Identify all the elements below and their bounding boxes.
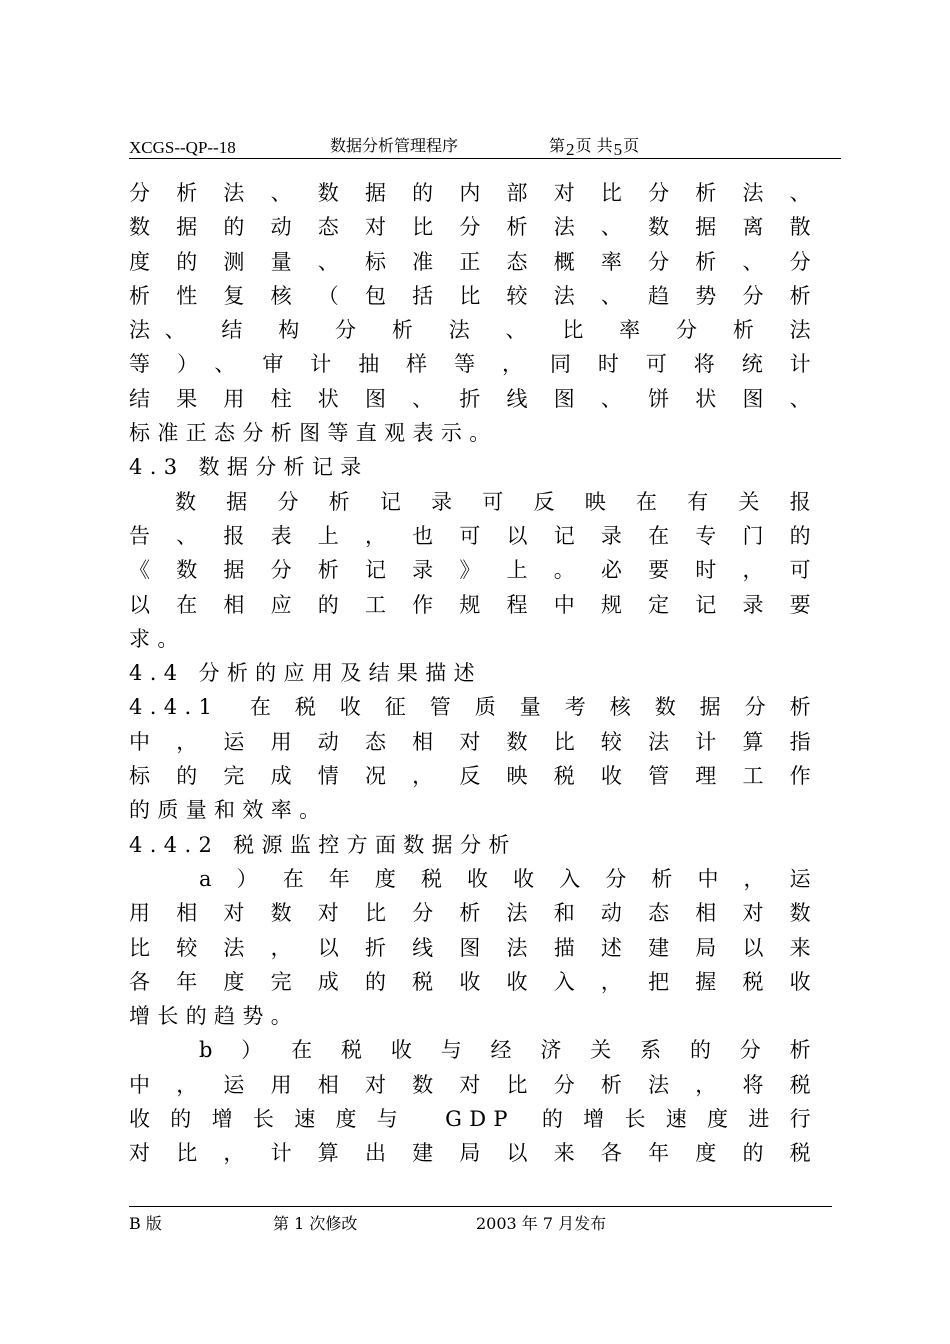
subsection-heading: 4.4.1 在税收征管质量考核数据分析 [129, 695, 818, 720]
text-line: 比较法，以折线图法描述建局以来 [129, 935, 818, 960]
text-line: 数据分析记录可反映在有关报 [175, 489, 818, 514]
text-line: 结果用柱状图、折线图、饼状图、 [129, 386, 818, 411]
text-line: 标的完成情况，反映税收管理工作 [129, 764, 818, 789]
document-code: XCGS--QP--18 [129, 138, 236, 157]
list-item: a）在年度税收收入分析中，运 [199, 866, 818, 891]
text-line: 度的测量、标准正态概率分析、分 [129, 249, 818, 274]
section-heading: 4.4 分析的应用及结果描述 [129, 661, 482, 686]
section-heading: 4.3 数据分析记录 [129, 455, 369, 480]
text-line: 对比，计算出建局以来各年度的税 [129, 1141, 818, 1166]
page-total: 5 [613, 140, 623, 159]
text-line: 标准正态分析图等直观表示。 [129, 421, 498, 446]
text-line: 数据的动态对比分析法、数据离散 [129, 215, 818, 240]
page-suffix: 页 [623, 136, 640, 155]
text-line: 等）、审计抽样等，同时可将统计 [129, 352, 818, 377]
text-line: 用相对数对比分析法和动态相对数 [129, 901, 818, 926]
text-line: 分析法、数据的内部对比分析法、 [129, 181, 818, 205]
text-line: 收的增长速度与 GDP 的增长速度进行 [129, 1107, 818, 1132]
text-line: 各年度完成的税收收入，把握税收 [129, 969, 818, 994]
edition-label: B 版 [129, 1214, 162, 1233]
text-line: 以在相应的工作规程中规定记录要 [129, 592, 818, 617]
page-footer [129, 1206, 832, 1237]
release-date: 2003 年 7 月发布 [476, 1214, 607, 1233]
page-header [129, 128, 841, 159]
document-title: 数据分析管理程序 [330, 136, 459, 155]
text-line: 中，运用动态相对数比较法计算指 [129, 729, 818, 754]
text-line: 《数据分析记录》上。必要时，可 [129, 558, 818, 583]
text-line: 析性复核（包括比较法、趋势分析 [129, 283, 818, 308]
subsection-heading: 4.4.2 税源监控方面数据分析 [129, 832, 517, 857]
text-line: 中，运用相对数对比分析法，将税 [129, 1072, 818, 1097]
page-current: 2 [566, 140, 575, 159]
page-middle: 页 共 [575, 136, 613, 155]
document-body [129, 176, 818, 1171]
text-line: 的质量和效率。 [129, 798, 328, 823]
text-line: 法、 结 构 分 析 法 、 比 率 分 析 法 [129, 318, 818, 343]
text-line: 增长的趋势。 [129, 1004, 300, 1029]
revision-label: 第 1 次修改 [273, 1214, 358, 1233]
page-indicator [549, 133, 640, 159]
text-line: 求。 [129, 626, 186, 651]
text-line: 告、报表上，也可以记录在专门的 [129, 523, 818, 548]
page-prefix: 第 [549, 136, 566, 155]
list-item: b）在税收与经济关系的分析 [199, 1038, 818, 1063]
